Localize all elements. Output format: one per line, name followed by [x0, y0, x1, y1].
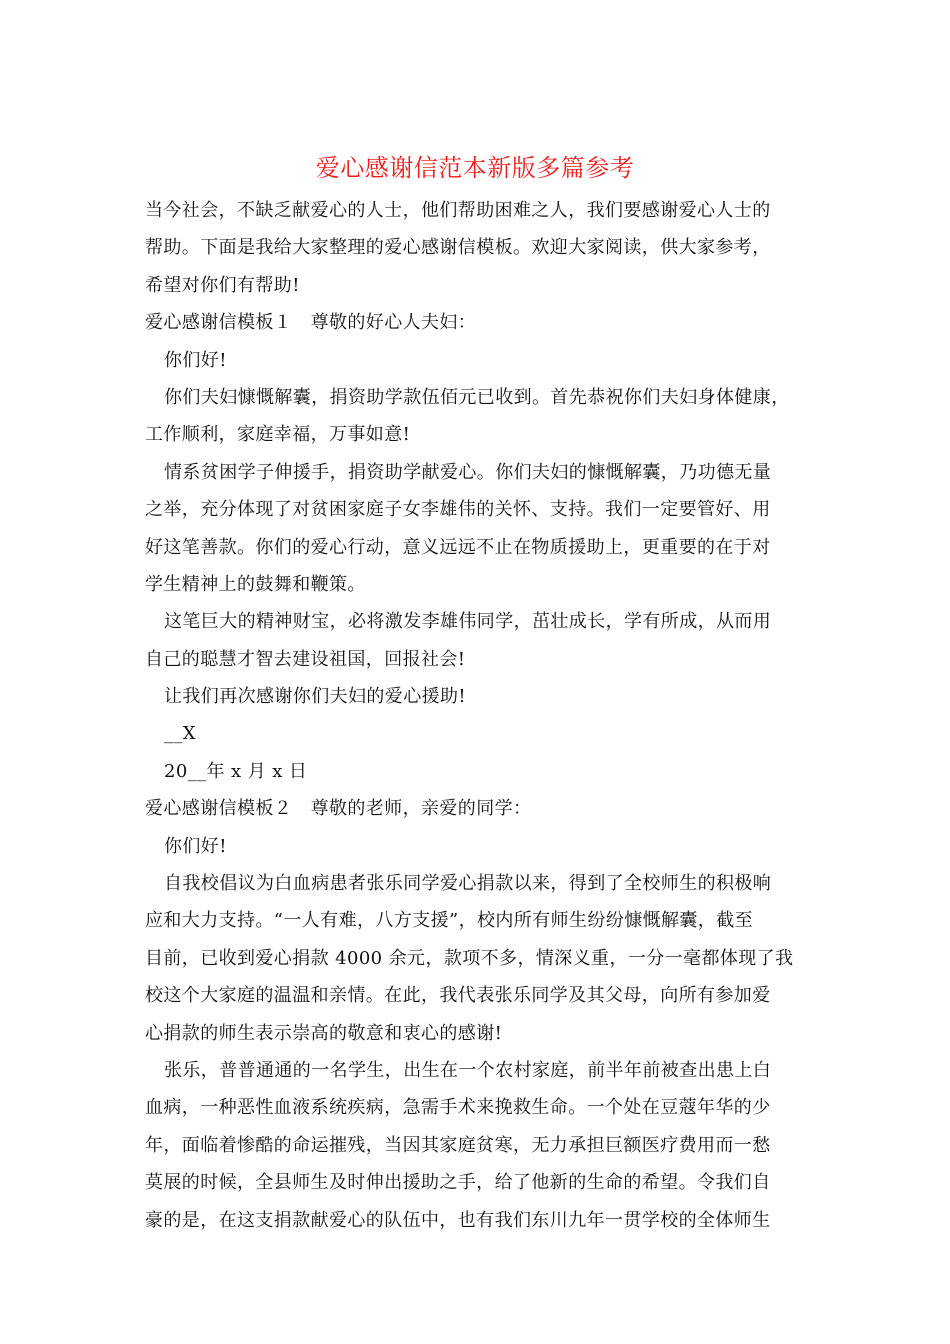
text-line: 血病，一种恶性血液系统疾病，急需手术来挽救生命。一个处在豆蔻年华的少	[145, 1097, 771, 1119]
text-line: 豪的是，在这支捐款献爱心的队伍中，也有我们东川九年一贯学校的全体师生	[145, 1209, 771, 1231]
text-line: 希望对你们有帮助!	[145, 274, 300, 296]
text-line: 张乐，普普通通的一名学生，出生在一个农村家庭，前半年前被查出患上白	[164, 1059, 772, 1081]
document-body	[145, 192, 807, 1239]
text-line: 好这笔善款。你们的爱心行动，意义远远不止在物质援助上，更重要的在于对	[145, 536, 771, 558]
text-line: 学生精神上的鼓舞和鞭策。	[145, 573, 366, 595]
text-line: 自我校倡议为白血病患者张乐同学爱心捐款以来，得到了全校师生的积极响	[164, 873, 772, 895]
text-line: 目前，已收到爱心捐款 4000 余元，款项不多，情深义重，一分一毫都体现了我	[145, 947, 794, 969]
text-line: 心捐款的师生表示崇高的敬意和衷心的感谢!	[145, 1022, 503, 1044]
text-line: 当今社会，不缺乏献爱心的人士，他们帮助困难之人，我们要感谢爱心人士的	[145, 200, 771, 221]
text-line: 帮助。下面是我给大家整理的爱心感谢信模板。欢迎大家阅读，供大家参考，	[145, 237, 771, 259]
text-line: 之举，充分体现了对贫困家庭子女李雄伟的关怀、支持。我们一定要管好、用	[145, 499, 771, 521]
text-line: 工作顺利，家庭幸福，万事如意!	[145, 424, 411, 446]
text-line: 20__年 x 月 x 日	[164, 760, 308, 782]
text-line: 爱心感谢信模板１ 尊敬的好心人夫妇：	[145, 312, 477, 334]
text-line: 莫展的时候，全县师生及时伸出援助之手，给了他新的生命的希望。令我们自	[145, 1172, 771, 1194]
text-line: 校这个大家庭的温温和亲情。在此，我代表张乐同学及其父母，向所有参加爱	[145, 985, 771, 1007]
text-line: 自己的聪慧才智去建设祖国，回报社会!	[145, 648, 466, 670]
text-line: 让我们再次感谢你们夫妇的爱心援助!	[164, 686, 467, 708]
text-line: 你们夫妇慷慨解囊，捐资助学款伍佰元已收到。首先恭祝你们夫妇身体健康，	[164, 386, 790, 408]
text-line: 你们好!	[164, 835, 227, 857]
document-title: 爱心感谢信范本新版多篇参考	[315, 154, 635, 182]
text-line: 应和大力支持。“一人有难，八方支援”，校内所有师生纷纷慷慨解囊，截至	[145, 910, 754, 932]
text-line: 爱心感谢信模板２ 尊敬的老师，亲爱的同学：	[145, 798, 532, 820]
text-line: 情系贫困学子伸援手，捐资助学献爱心。你们夫妇的慷慨解囊，乃功德无量	[164, 461, 772, 483]
text-line: 你们好!	[164, 349, 227, 371]
text-line: 这笔巨大的精神财宝，必将激发李雄伟同学，茁壮成长，学有所成，从而用	[164, 611, 772, 633]
text-line: __X	[164, 723, 197, 745]
text-line: 年，面临着惨酷的命运摧残，当因其家庭贫寒，无力承担巨额医疗费用而一愁	[145, 1134, 771, 1156]
